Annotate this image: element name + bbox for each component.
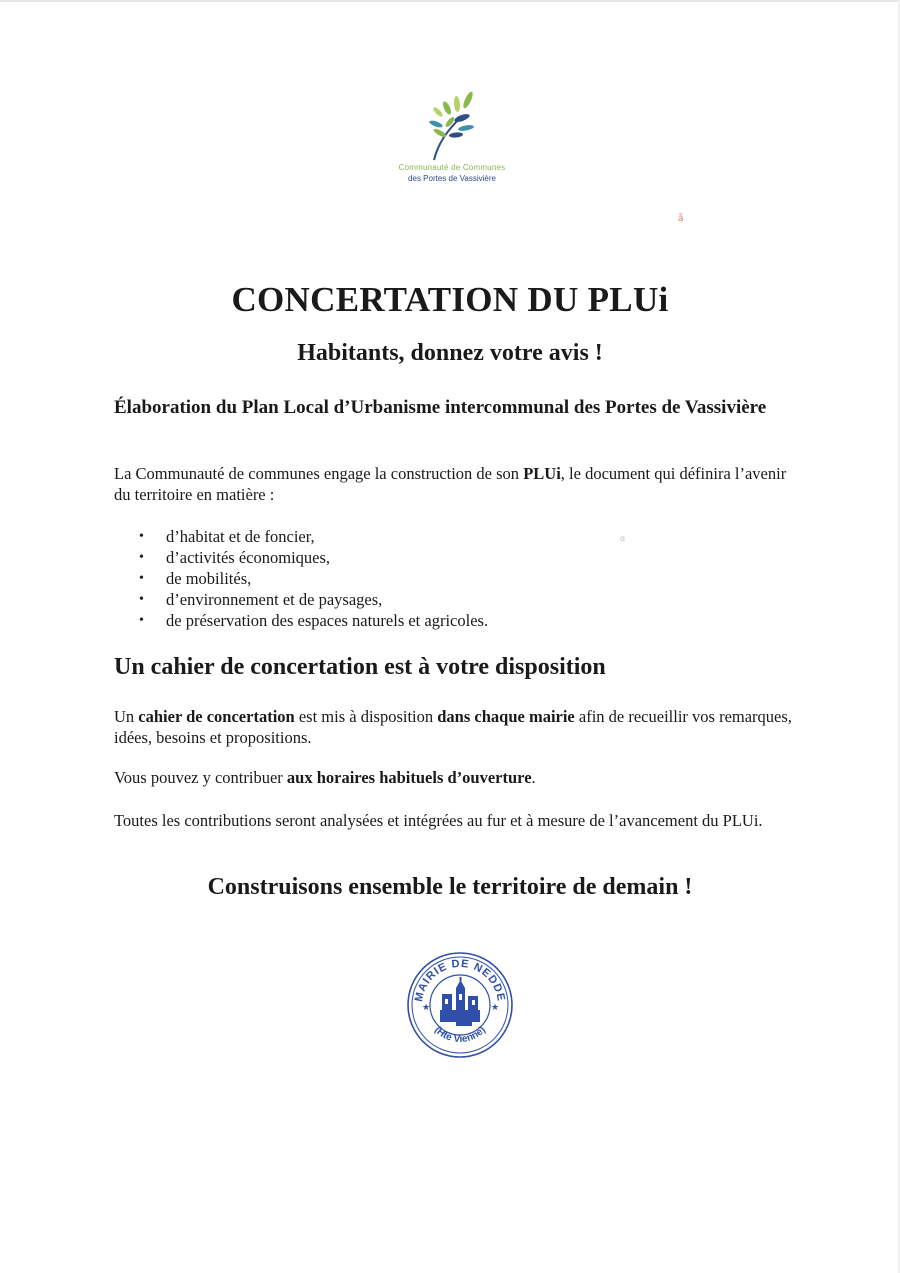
intro-text: La Communauté de communes engage la construction de son bbox=[114, 464, 524, 483]
intro-paragraph bbox=[114, 463, 792, 505]
cahier-paragraph bbox=[114, 706, 792, 748]
topics-list bbox=[114, 526, 488, 631]
text: est mis à disposition bbox=[294, 707, 438, 726]
text: Un bbox=[114, 707, 139, 726]
hours-paragraph bbox=[114, 767, 792, 788]
intro-bold: PLUi bbox=[523, 464, 561, 483]
elaboration-heading: Élaboration du Plan Local d’Urbanisme intercommunal des Portes de Vassivière bbox=[114, 397, 767, 418]
page-title: CONCERTATION DU PLUi bbox=[231, 280, 669, 319]
text: Vous pouvez y contribuer bbox=[114, 768, 287, 787]
logo-line-1: Communauté de Communes bbox=[398, 163, 506, 172]
scan-border bbox=[0, 0, 900, 2]
contributions-paragraph: Toutes les contributions seront analysées et intégrées au fur et à mesure de l’avancement du PLUi. bbox=[114, 811, 763, 830]
stamp-bottom-text: (Hte Vienne) bbox=[432, 1024, 488, 1046]
svg-text:(Hte Vienne) bbox=[432, 1025, 488, 1045]
bold-text: aux horaires habituels d’ouverture bbox=[286, 768, 532, 787]
list-item: • de préservation des espaces naturels et agricoles. bbox=[114, 610, 488, 631]
list-item: • de mobilités, bbox=[114, 568, 488, 589]
stamp-top-text: MAIRIE DE NEDDE bbox=[412, 957, 507, 1003]
logo-line-2: des Portes de Vassivière bbox=[408, 174, 496, 183]
community-logo bbox=[392, 88, 512, 184]
svg-text:★: ★ bbox=[422, 1003, 431, 1013]
list-item: • d’environnement et de paysages, bbox=[114, 589, 488, 610]
page-subtitle: Habitants, donnez votre avis ! bbox=[297, 340, 603, 366]
closing-slogan: Construisons ensemble le territoire de demain ! bbox=[207, 874, 693, 900]
stamp-seal-icon bbox=[406, 950, 514, 1060]
text: . bbox=[531, 768, 536, 787]
bold-text: cahier de concertation bbox=[138, 707, 295, 726]
scan-speck: ɑ bbox=[620, 534, 626, 543]
intro-text: , le document qui définira l’avenir du territoire en matière : bbox=[114, 464, 787, 504]
scan-speck: å bbox=[678, 214, 684, 224]
cahier-heading: Un cahier de concertation est à votre disposition bbox=[114, 654, 606, 680]
text: afin de recueillir vos remarques, idées, besoins et propositions. bbox=[114, 707, 792, 747]
list-item: • d’habitat et de foncier, bbox=[114, 526, 488, 547]
bold-text: dans chaque mairie bbox=[437, 707, 575, 726]
list-item: • d’activités économiques, bbox=[114, 547, 488, 568]
olive-branch-icon bbox=[420, 88, 484, 162]
svg-text:★: ★ bbox=[491, 1003, 500, 1013]
mairie-stamp bbox=[406, 950, 514, 1065]
